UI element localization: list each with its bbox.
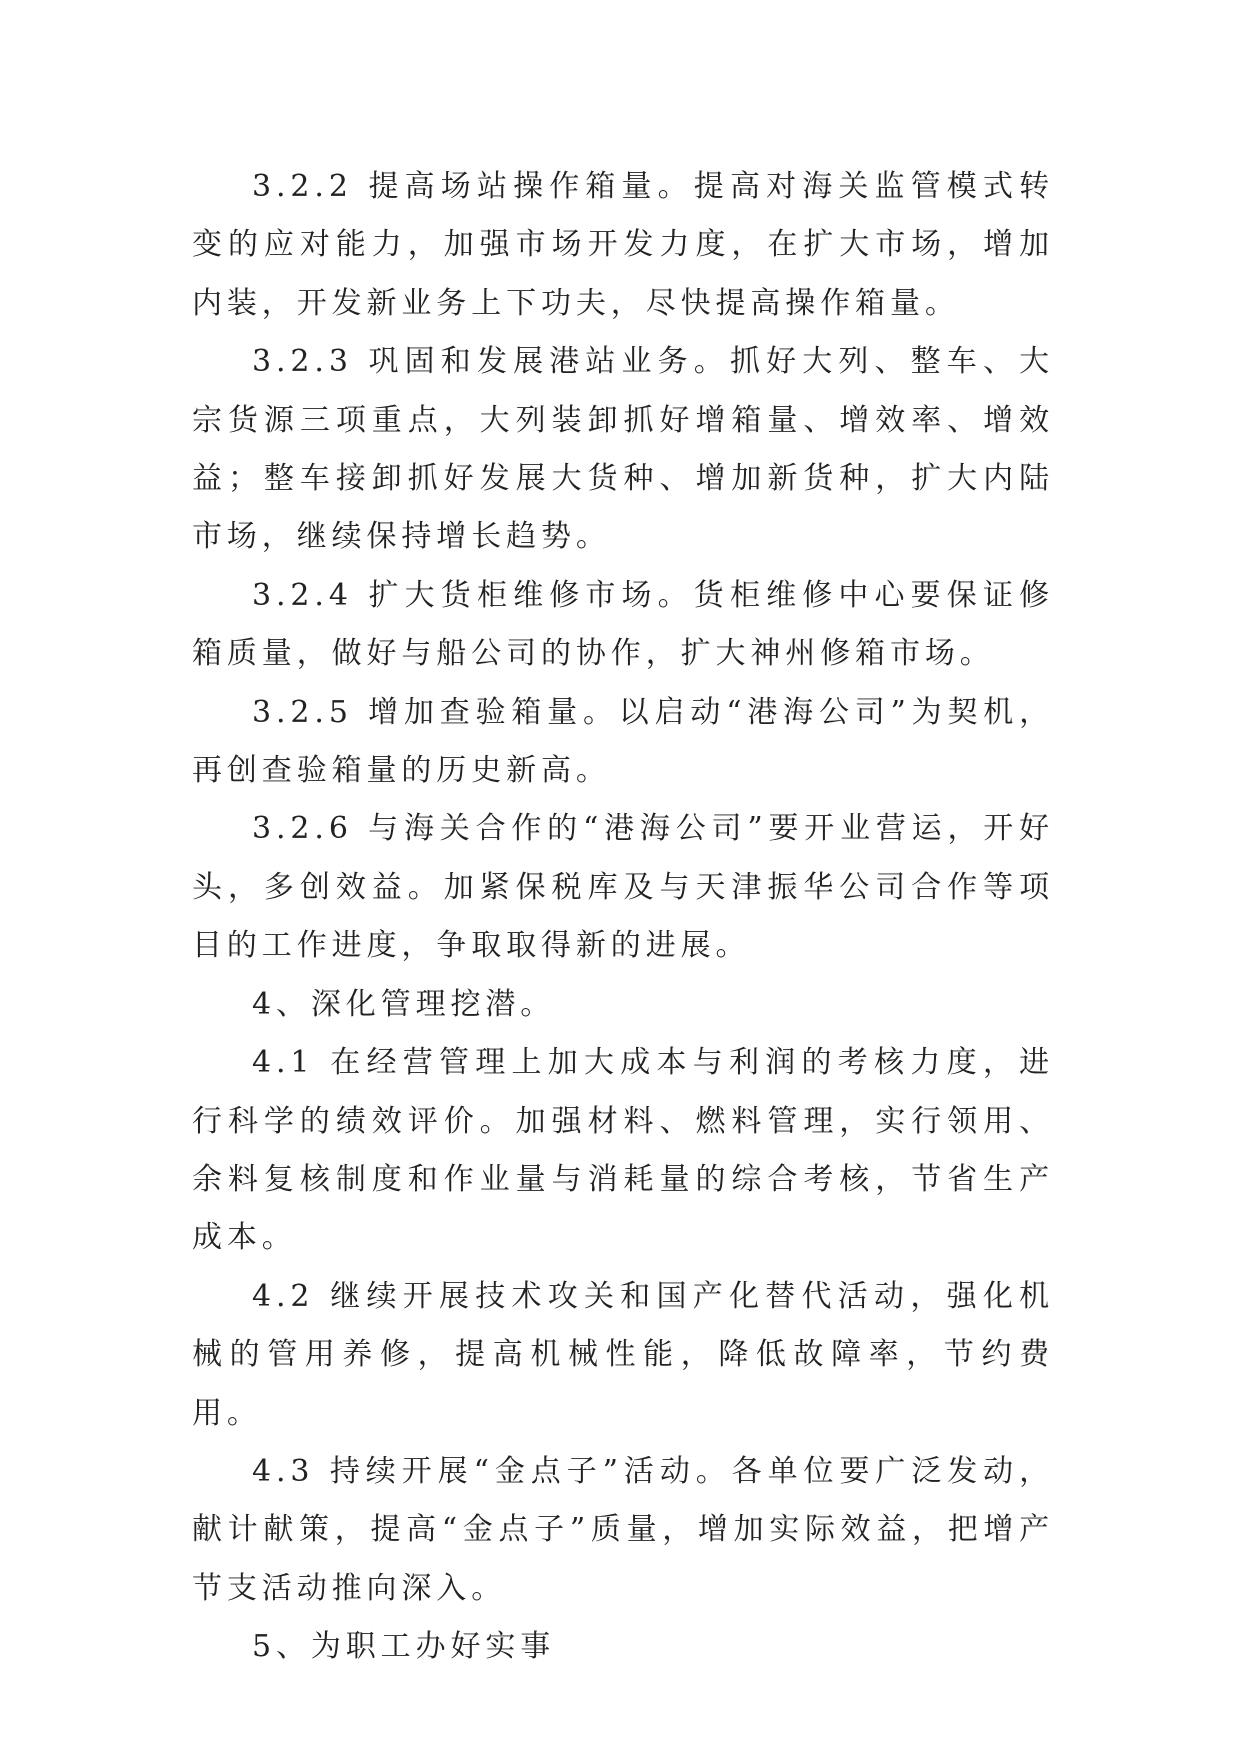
paragraph-3-2-4: 3.2.4 扩大货柜维修市场。货柜维修中心要保证修箱质量，做好与船公司的协作，扩大神州修箱市场。 — [192, 577, 1054, 672]
document-body — [192, 158, 1054, 1677]
paragraph-3-2-2: 3.2.2 提高场站操作箱量。提高对海关监管模式转变的应对能力，加强市场开发力度，在扩大市场，增加内装，开发新业务上下功夫，尽快提高操作箱量。 — [192, 169, 1054, 321]
paragraph-3-2-3: 3.2.3 巩固和发展港站业务。抓好大列、整车、大宗货源三项重点，大列装卸抓好增箱量、增效率、增效益；整车接卸抓好发展大货种、增加新货种，扩大内陆市场，继续保持增长趋势。 — [192, 344, 1054, 555]
paragraph-4-3: 4.3 持续开展“金点子”活动。各单位要广泛发动，献计献策，提高“金点子”质量，增加实际效益，把增产节支活动推向深入。 — [192, 1453, 1054, 1606]
paragraph-4-1: 4.1 在经营管理上加大成本与利润的考核力度，进行科学的绩效评价。加强材料、燃料管理，实行领用、余料复核制度和作业量与消耗量的综合考核，节省生产成本。 — [192, 1045, 1054, 1256]
section-heading-5: 5、为职工办好实事 — [252, 1629, 556, 1665]
paragraph-4-2: 4.2 继续开展技术攻关和国产化替代活动，强化机械的管用养修，提高机械性能，降低故障率，节约费用。 — [192, 1278, 1054, 1431]
section-heading-4: 4、深化管理挖潜。 — [252, 986, 556, 1022]
paragraph-3-2-5: 3.2.5 增加查验箱量。以启动“港海公司”为契机，再创查验箱量的历史新高。 — [192, 694, 1054, 789]
paragraph-3-2-6: 3.2.6 与海关合作的“港海公司”要开业营运，开好头，多创效益。加紧保税库及与天津振华公司合作等项目的工作进度，争取取得新的进展。 — [192, 811, 1054, 964]
